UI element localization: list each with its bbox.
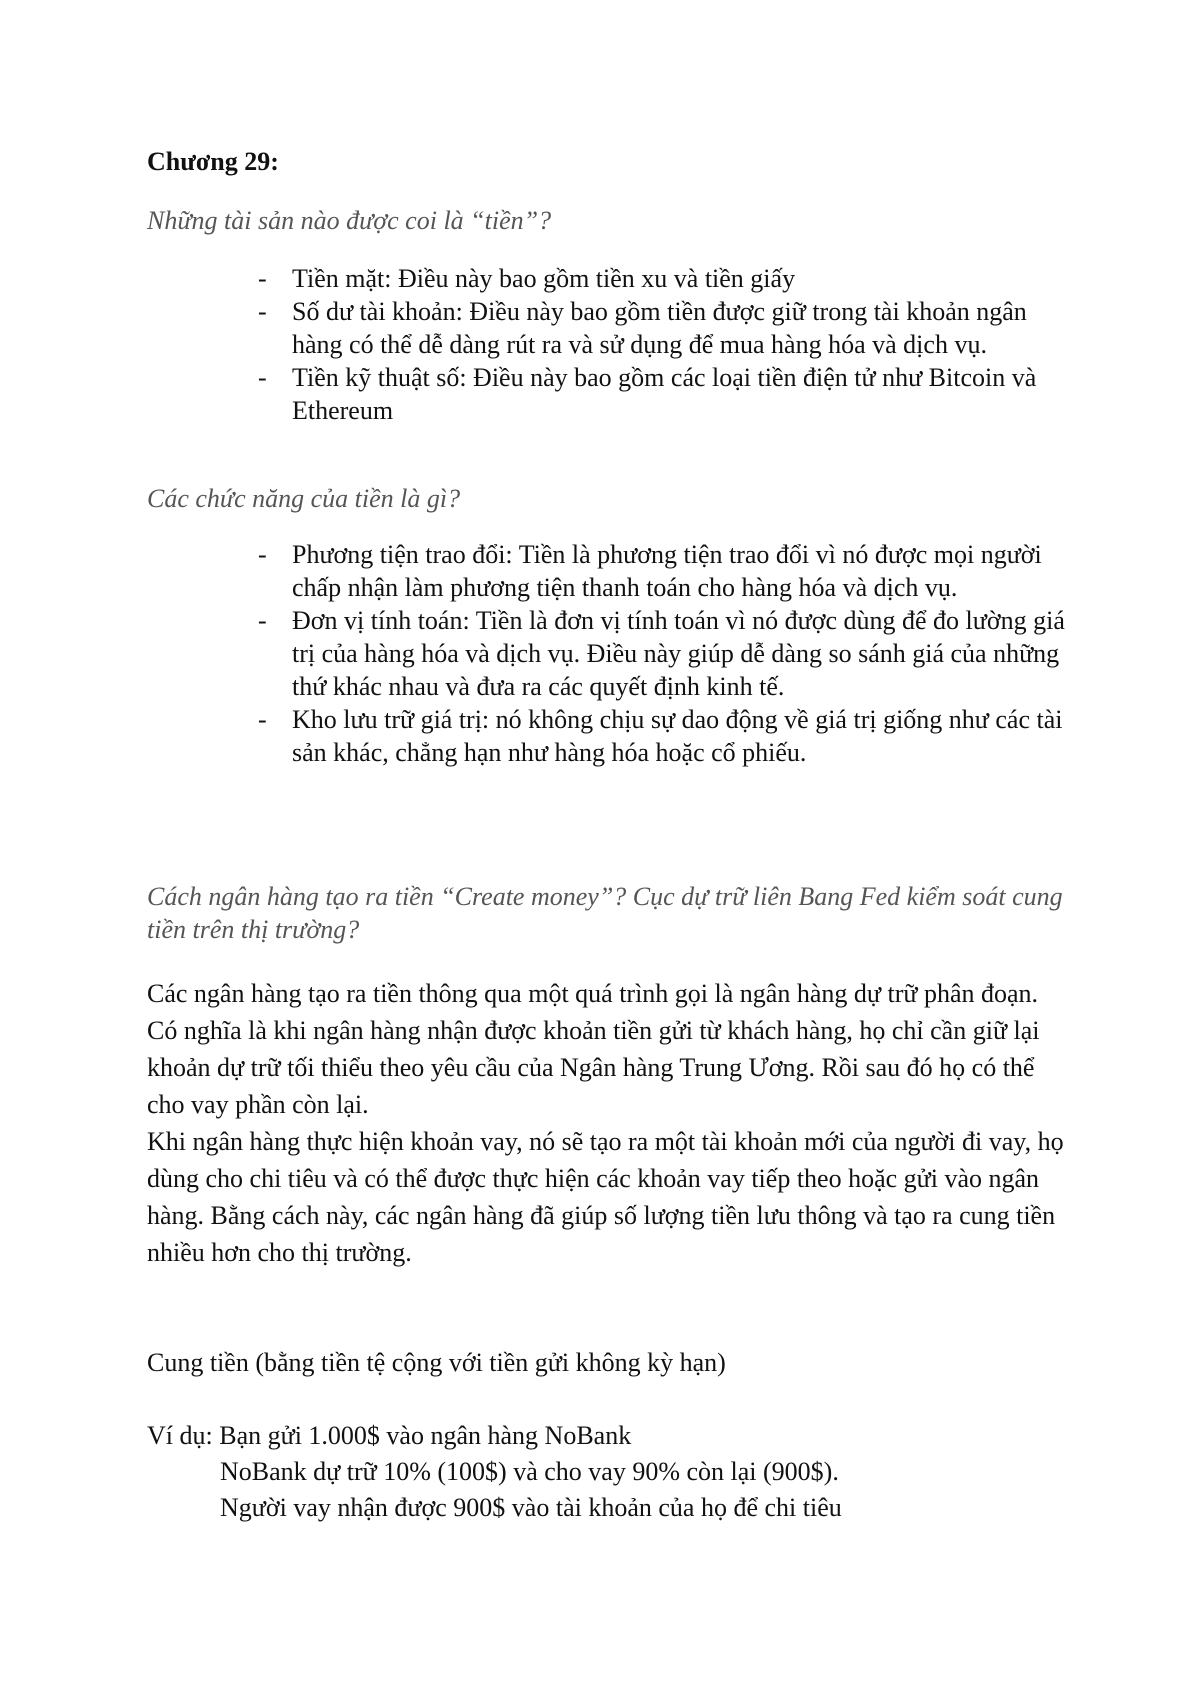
paragraph: Khi ngân hàng thực hiện khoản vay, nó sẽ tạo ra một tài khoản mới của người đi vay, họ dùng cho chi tiêu và có thể được thực hiện các khoản vay tiếp theo hoặc gửi vào ngân hàng. Bằng cách này, các ngân hàng đã giúp số lượng tiền lưu thông và tạo ra cung tiền nhiều hơn cho thị trường. xyxy=(147,1127,1064,1267)
list-item: - Đơn vị tính toán: Tiền là đơn vị tính toán vì nó được dùng để đo lường giá trị của hàng hóa và dịch vụ. Điều này giúp dễ dàng so sánh giá của những thứ khác nhau và đưa ra các quyết định kinh tế. xyxy=(258,606,1065,701)
example-line: NoBank dự trữ 10% (100$) và cho vay 90% còn lại (900$). xyxy=(220,1457,839,1486)
dash-bullet: - xyxy=(258,297,267,326)
dash-bullet: - xyxy=(258,363,267,392)
chapter-title: Chương 29: xyxy=(147,147,279,176)
paragraph: Các ngân hàng tạo ra tiền thông qua một quá trình gọi là ngân hàng dự trữ phân đoạn. xyxy=(147,979,1039,1008)
list-item: - Tiền mặt: Điều này bao gồm tiền xu và tiền giấy xyxy=(258,264,796,293)
dash-bullet: - xyxy=(258,705,267,734)
question-money-functions: Các chức năng của tiền là gì? xyxy=(147,484,461,513)
example-line: Người vay nhận được 900$ vào tài khoản của họ để chi tiêu xyxy=(220,1493,842,1522)
list-item: - Tiền kỹ thuật số: Điều này bao gồm các loại tiền điện tử như Bitcoin và Ethereum xyxy=(258,363,1037,425)
list-item: - Kho lưu trữ giá trị: nó không chịu sự dao động về giá trị giống như các tài sản khác, chẳng hạn như hàng hóa hoặc cổ phiếu. xyxy=(258,705,1063,767)
question-create-money: Cách ngân hàng tạo ra tiền “Create money”? Cục dự trữ liên Bang Fed kiểm soát cung tiền trên thị trường? xyxy=(147,882,1063,944)
example-intro: Ví dụ: Bạn gửi 1.000$ vào ngân hàng NoBank xyxy=(147,1421,632,1450)
dash-bullet: - xyxy=(258,606,267,635)
example-block xyxy=(147,1418,1067,1526)
list-item: - Phương tiện trao đổi: Tiền là phương tiện trao đổi vì nó được mọi người chấp nhận làm phương tiện thanh toán cho hàng hóa và dịch vụ. xyxy=(258,540,1042,602)
money-supply-definition: Cung tiền (bằng tiền tệ cộng với tiền gửi không kỳ hạn) xyxy=(147,1348,726,1377)
list-item: - Số dư tài khoản: Điều này bao gồm tiền được giữ trong tài khoản ngân hàng có thể dễ dàng rút ra và sử dụng để mua hàng hóa và dịch vụ. xyxy=(258,297,1027,359)
dash-bullet: - xyxy=(258,540,267,569)
money-assets-list xyxy=(250,262,1070,427)
money-functions-list xyxy=(250,538,1070,769)
question-what-is-money: Những tài sản nào được coi là “tiền”? xyxy=(147,206,552,235)
dash-bullet: - xyxy=(258,264,267,293)
create-money-explanation xyxy=(147,975,1067,1271)
paragraph: Có nghĩa là khi ngân hàng nhận được khoản tiền gửi từ khách hàng, họ chỉ cần giữ lại khoản dự trữ tối thiểu theo yêu cầu của Ngân hàng Trung Ương. Rồi sau đó họ có thể cho vay phần còn lại. xyxy=(147,1016,1040,1119)
